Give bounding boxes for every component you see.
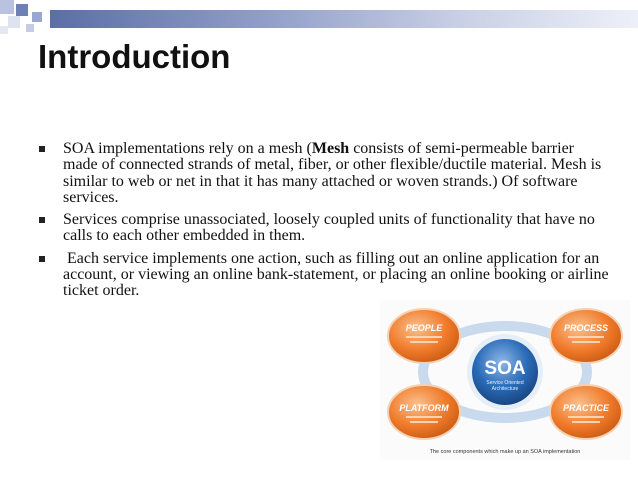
node-platform [388,385,460,439]
soa-diagram [380,300,630,460]
bullet-text: SOA implementations rely on a mesh ( [63,140,312,157]
square-bullet-icon [39,256,45,262]
soa-center-subtitle: Architecture [491,386,519,392]
soa-center-title: SOA [484,358,526,379]
node-label: PEOPLE [405,323,443,333]
node-process [550,309,622,363]
soa-diagram-graphic [380,300,630,450]
decor-square [26,24,34,32]
bullet-item [30,249,613,300]
square-bullet-icon [39,217,45,223]
header-gradient-bar [50,10,638,28]
bullet-list [30,140,613,306]
bullet-bold-text: Mesh [311,140,350,157]
diagram-caption: The core components which make up an SOA implementation [429,449,581,455]
decor-square [8,16,20,28]
bullet-text: Services comprise unassociated, loosely coupled units of functionality that have no calls to each other embedded in them. [63,211,595,245]
bullet-text: consists of semi-permeable barrier made of connected strands of metal, fiber, or other flexible/ductile material. Mesh is similar to web or net in that it has many attached or woven strands.) Of software services. [63,140,602,206]
decor-square [0,26,8,34]
node-label: PRACTICE [562,403,610,413]
bullet-item [30,141,610,206]
decor-square [0,0,14,14]
top-decoration [0,0,638,30]
soa-center-subtitle: Service Oriented [486,380,524,386]
bullet-text: Each service implements one action, such as filling out an online application for an account, or viewing an online bank-statement, or placing an online booking or airline ticket order. [63,249,613,300]
node-practice [550,385,622,439]
node-label: PROCESS [563,323,609,333]
node-label: PLATFORM [399,403,449,413]
bullet-item [30,212,610,245]
slide-title: Introduction [38,38,231,75]
node-people [388,309,460,363]
square-bullet-icon [39,146,45,152]
decor-square [16,4,28,16]
decor-square [32,12,42,22]
